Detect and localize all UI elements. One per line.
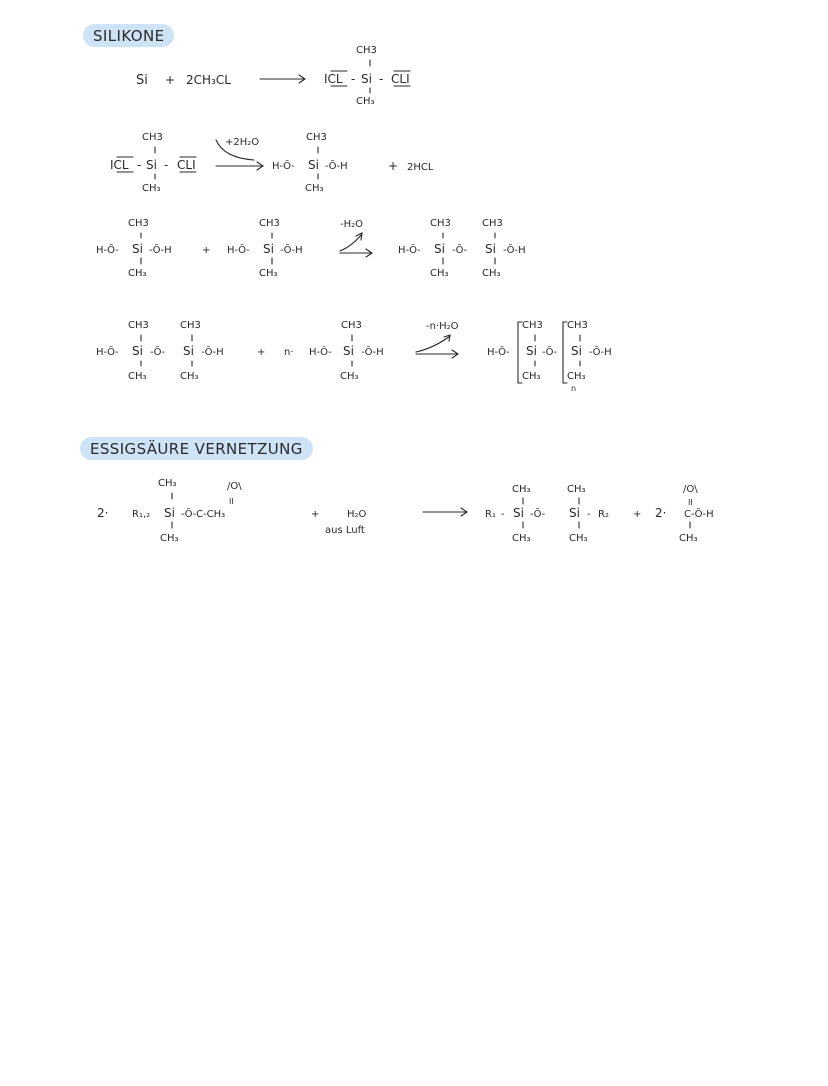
bond-dash: - bbox=[351, 72, 356, 86]
double-bond: II bbox=[229, 497, 234, 506]
silicon-atom: Si bbox=[343, 344, 354, 358]
methyl-bottom: CH₃ bbox=[512, 533, 531, 544]
silicon-atom: Si bbox=[308, 158, 319, 172]
hydroxyl-left: H-Ō- bbox=[398, 245, 421, 256]
methyl-top: CH3 bbox=[259, 218, 280, 229]
reagent-2h2o: +2H₂O bbox=[225, 137, 260, 148]
methyl-top: CH3 bbox=[356, 45, 377, 56]
silicon-atom: Si bbox=[164, 506, 175, 520]
methyl-top: CH3 bbox=[306, 132, 327, 143]
hydroxyl-left: H-Ō- bbox=[309, 347, 332, 358]
product-hcl: 2HCL bbox=[407, 162, 434, 173]
curved-reagent-arrow bbox=[340, 234, 362, 251]
hydroxyl-right: -Ō-H bbox=[280, 245, 303, 256]
bond-dash: - bbox=[137, 158, 142, 172]
reactant-ch3cl: 2CH₃CL bbox=[186, 73, 231, 87]
reagent-minus-h2o: -H₂O bbox=[340, 219, 364, 230]
methyl-top: CH3 bbox=[128, 320, 149, 331]
hydroxyl-left: H-Ō- bbox=[96, 347, 119, 358]
methyl-top: CH3 bbox=[430, 218, 451, 229]
ester-oxygen-acetyl: -Ō-C-CH₃ bbox=[181, 509, 226, 520]
silicon-atom: Si bbox=[263, 242, 274, 256]
silicon-atom: Si bbox=[526, 344, 537, 358]
methyl-top: CH3 bbox=[180, 320, 201, 331]
methyl-top: CH3 bbox=[128, 218, 149, 229]
silicon-atom: Si bbox=[434, 242, 445, 256]
water: H₂O bbox=[347, 509, 367, 520]
heading-silikone: SILIKONE bbox=[83, 24, 174, 47]
methyl-bottom: CH₃ bbox=[259, 268, 278, 279]
hydroxyl-left: H-Ō- bbox=[227, 245, 250, 256]
reagent-minus-n-h2o: -n·H₂O bbox=[426, 321, 459, 332]
methyl-bottom: CH₃ bbox=[567, 371, 586, 382]
methyl-top: CH3 bbox=[567, 320, 588, 331]
silicon-atom: Si bbox=[146, 158, 157, 172]
methyl-bottom: CH₃ bbox=[180, 371, 199, 382]
plus-sign: + bbox=[311, 509, 320, 520]
silicon-atom: Si bbox=[183, 344, 194, 358]
heading-essigsaeure-vernetzung: ESSIGSÄURE VERNETZUNG bbox=[80, 437, 313, 460]
double-bond: II bbox=[688, 498, 693, 507]
chlorine-left: ICL bbox=[324, 72, 343, 86]
hydroxyl-right: -Ō-H bbox=[589, 347, 612, 358]
silicon-atom: Si bbox=[571, 344, 582, 358]
carbonyl-oxygen: /O\ bbox=[683, 484, 698, 495]
methyl-top: CH3 bbox=[341, 320, 362, 331]
siloxane-oxygen: -Ō- bbox=[542, 347, 558, 358]
from-air-label: aus Luft bbox=[325, 525, 365, 536]
siloxane-oxygen: -Ō- bbox=[150, 347, 166, 358]
hydroxyl-right: -Ō-H bbox=[361, 347, 384, 358]
chlorine-left: ICL bbox=[110, 158, 129, 172]
methyl-bottom: CH₃ bbox=[522, 371, 541, 382]
bond-dash: - bbox=[501, 509, 505, 520]
methyl-top: CH3 bbox=[142, 132, 163, 143]
reaction-4 bbox=[96, 320, 612, 393]
chlorine-right: CLI bbox=[391, 72, 410, 86]
methyl-bottom: CH₃ bbox=[340, 371, 359, 382]
methyl-top: CH3 bbox=[522, 320, 543, 331]
methyl-bottom: CH₃ bbox=[569, 533, 588, 544]
silicon-atom: Si bbox=[569, 506, 580, 520]
r-group-r1: R₁ bbox=[485, 509, 496, 520]
r-group-r2: R₂ bbox=[598, 509, 609, 520]
hydroxyl-left: H-Ō- bbox=[487, 347, 510, 358]
repeat-n: n bbox=[571, 384, 577, 393]
methyl-bottom: CH₃ bbox=[482, 268, 501, 279]
methyl-bottom: CH₃ bbox=[128, 371, 147, 382]
plus-sign: + bbox=[633, 509, 642, 520]
acetic-acid-group: C-Ō-H bbox=[684, 509, 714, 520]
silicon-atom: Si bbox=[485, 242, 496, 256]
coefficient-2: 2· bbox=[97, 506, 109, 520]
methyl-bottom: CH₃ bbox=[142, 183, 161, 194]
reaction-2 bbox=[110, 132, 434, 194]
hydroxyl-right: -Ō-H bbox=[149, 245, 172, 256]
reaction-5 bbox=[97, 478, 714, 544]
methyl-bottom: CH₃ bbox=[679, 533, 698, 544]
hydroxyl-right: -Ō-H bbox=[325, 161, 348, 172]
siloxane-oxygen: -Ō- bbox=[530, 509, 546, 520]
coefficient-2: 2· bbox=[655, 506, 667, 520]
silicon-atom: Si bbox=[132, 344, 143, 358]
plus-sign: + bbox=[257, 347, 266, 358]
methyl-top: CH3 bbox=[482, 218, 503, 229]
hydroxyl-right: -Ō-H bbox=[201, 347, 224, 358]
methyl-top: CH₃ bbox=[567, 484, 586, 495]
n-prefix: n· bbox=[284, 347, 294, 358]
silicon-atom: Si bbox=[513, 506, 524, 520]
plus-sign: + bbox=[388, 159, 399, 173]
methyl-bottom: CH₃ bbox=[305, 183, 324, 194]
bond-dash: - bbox=[587, 509, 591, 520]
reactant-si: Si bbox=[136, 73, 148, 88]
chlorine-right: CLI bbox=[177, 158, 196, 172]
siloxane-oxygen: -Ō- bbox=[452, 245, 468, 256]
hydroxyl-left: H-Ō- bbox=[272, 161, 295, 172]
silicon-atom: Si bbox=[361, 72, 372, 86]
methyl-bottom: CH₃ bbox=[160, 533, 179, 544]
plus-sign: + bbox=[202, 245, 211, 256]
curved-reagent-arrow bbox=[416, 336, 450, 352]
methyl-bottom: CH₃ bbox=[430, 268, 449, 279]
methyl-top: CH₃ bbox=[158, 478, 177, 489]
hydroxyl-left: H-Ō- bbox=[96, 245, 119, 256]
bond-dash: - bbox=[379, 72, 384, 86]
carbonyl-oxygen: /O\ bbox=[227, 481, 242, 492]
bond-dash: - bbox=[164, 158, 169, 172]
hydroxyl-right: -Ō-H bbox=[503, 245, 526, 256]
plus-sign: + bbox=[165, 73, 176, 87]
methyl-bottom: CH₃ bbox=[128, 268, 147, 279]
reaction-3 bbox=[96, 218, 526, 279]
reaction-1 bbox=[136, 45, 410, 107]
r-group-r12: R₁,₂ bbox=[132, 509, 151, 520]
silicon-atom: Si bbox=[132, 242, 143, 256]
methyl-bottom: CH₃ bbox=[356, 96, 375, 107]
methyl-top: CH₃ bbox=[512, 484, 531, 495]
